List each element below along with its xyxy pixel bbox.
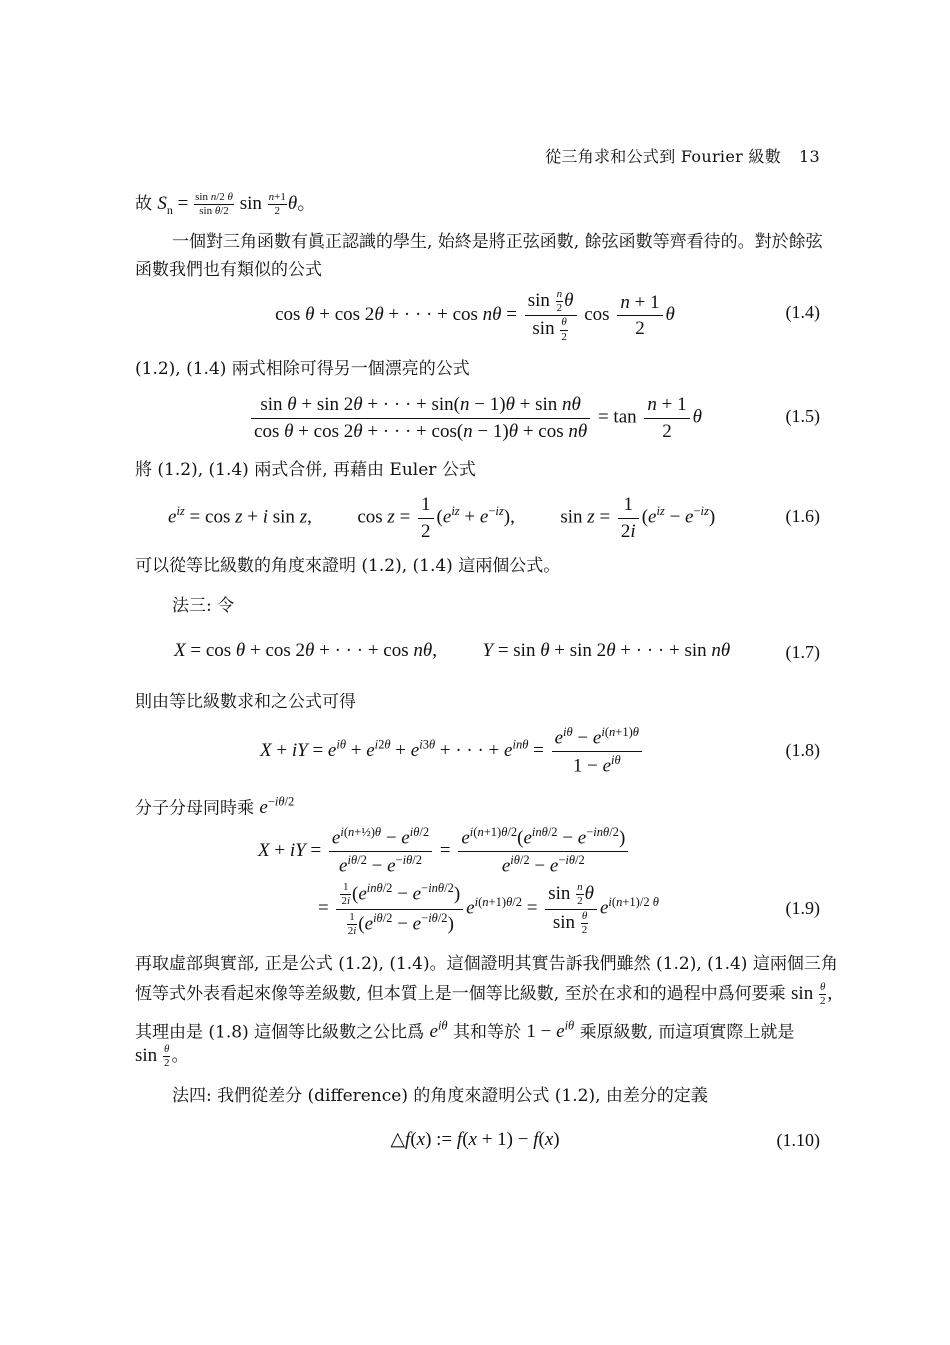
paragraph-5: 則由等比級數求和之公式可得	[135, 692, 356, 712]
eq-number-1-5: (1.5)	[785, 406, 820, 426]
page-number: 13	[799, 147, 820, 166]
equation-1-8: X + iY = $e^{i\theta} + e^{i2\theta} + e^{i3\theta}$ + · · · + $e^{in\theta}$ = $\frac{e^{i\theta} - e^{i(n+1)\theta}}{1 - e^{i\theta}}$	[260, 724, 645, 779]
equation-1-5: $\frac{\text{sin θ + sin 2θ + · · · + sin(n − 1)θ + sin nθ}}{\text{cos θ + cos 2θ + · · · + cos(n − 1)θ + cos nθ}}$ = tan $\frac{n + 1}{2}$ θ	[0, 392, 950, 444]
equation-1-10: △f(x) := f(x + 1) − f(x)	[390, 1129, 560, 1150]
paragraph-7d: sin $\frac{\theta}{2}$ 。	[135, 1042, 189, 1070]
eq-number-1-8: (1.8)	[785, 740, 820, 760]
method-3-heading: 法三: 令	[172, 596, 235, 616]
paragraph-7c-c: 乘原級數, 而這項實際上就是	[579, 1022, 795, 1043]
header-title: 從三角求和公式到 Fourier 級數	[545, 147, 782, 166]
eq-number-1-6: (1.6)	[785, 506, 820, 526]
paragraph-7c-b: 其和等於	[453, 1022, 521, 1043]
paragraph-7c-line: 其理由是 (1.8) 這個等比級數之公比爲 $e^{i\theta}$ 其和等於 $1 - e^{i\theta}$ 乘原級數, 而這項實際上就是	[135, 1019, 795, 1043]
eq-number-1-7: (1.7)	[785, 642, 820, 662]
gu-prefix: 故	[135, 194, 152, 214]
paragraph-4: 可以從等比級數的角度來證明 (1.2), (1.4) 這兩個公式。	[135, 556, 561, 576]
eq-number-1-4: (1.4)	[785, 302, 820, 322]
equation-1-9-line-2: = $\frac{1}{2i}$ $(e^{in\theta/2} - e^{-in\theta/2})$ $\frac{1}{2i}$ $(e^{i\theta/2} - e^{-i\theta/2})$ $e^{i(n+1)\theta/2}$ = sin $\frac{n}{2}$ θ sin $\frac{\theta}{2}$ $e^{i(n+1)/2 \theta}$	[318, 881, 659, 938]
paragraph-7c-a: 其理由是 (1.8) 這個等比級數之公比爲	[135, 1022, 425, 1043]
paragraph-3: 將 (1.2), (1.4) 兩式合併, 再藉由 Euler 公式	[135, 460, 476, 480]
equation-1-4: cos θ + cos 2θ + · · · + cos nθ = sin $\frac{n}{2}$ θ sin $\frac{\theta}{2}$ cos $\frac{n + 1}{2}$ θ	[275, 288, 675, 343]
equation-1-7: X = cos θ + cos 2θ + · · · + cos nθ, Y = sin θ + sin 2θ + · · · + sin nθ	[174, 640, 731, 661]
equation-1-9-line-1: X + iY = $\frac{e^{i(n+\frac{1}{2})\theta} - e^{i\theta/2}}{e^{i\theta/2} - e^{-i\theta/2}}$ = $\frac{e^{i(n+1)\theta/2}(e^{in\theta/2} - e^{-in\theta/2})}{e^{i\theta/2} - e^{-i\theta/2}}$	[258, 824, 631, 879]
paragraph-7a: 再取虛部與實部, 正是公式 (1.2), (1.4)。這個證明其實告訴我們雖然 (1.2), (1.4) 這兩個三角	[135, 954, 838, 974]
eq-number-1-10: (1.10)	[776, 1130, 820, 1150]
sn-formula: $S_n$ = $\frac{\text{sin n/2 θ}}{\text{sin θ/2}}$ sin $\frac{n+1}{2}$ θ。	[157, 190, 317, 218]
paragraph-2: (1.2), (1.4) 兩式相除可得另一個漂亮的公式	[135, 359, 470, 379]
paragraph-1b: 函數我們也有類似的公式	[135, 260, 322, 280]
paragraph-6: 分子分母同時乘 $e^{-i\theta/2}$	[135, 795, 295, 819]
equation-1-6: $e^{iz} = \cos z + i$ sin z, cos z = $\frac{1}{2}$ $(e^{iz} + e^{-iz})$, sin z = $\frac{1}{2i}$ $(e^{iz} - e^{-iz})$	[168, 494, 716, 542]
sn-line	[135, 190, 316, 224]
paragraph-7b-line: 恆等式外表看起來像等差級數, 但本質上是一個等比級數, 至於在求和的過程中爲何要乘 sin $\frac{\theta}{2}$ ,	[135, 980, 833, 1008]
eq-number-1-9: (1.9)	[785, 898, 820, 918]
paragraph-6-text: 分子分母同時乘	[135, 798, 254, 819]
paragraph-7b: 恆等式外表看起來像等差級數, 但本質上是一個等比級數, 至於在求和的過程中爲何要乘	[135, 984, 786, 1004]
method-4-heading: 法四: 我們從差分 (difference) 的角度來證明公式 (1.2), 由差分的定義	[172, 1086, 708, 1106]
paragraph-1: 一個對三角函數有眞正認識的學生, 始終是將正弦函數, 餘弦函數等齊看待的。對於餘弦	[172, 232, 823, 252]
running-header	[0, 144, 820, 167]
